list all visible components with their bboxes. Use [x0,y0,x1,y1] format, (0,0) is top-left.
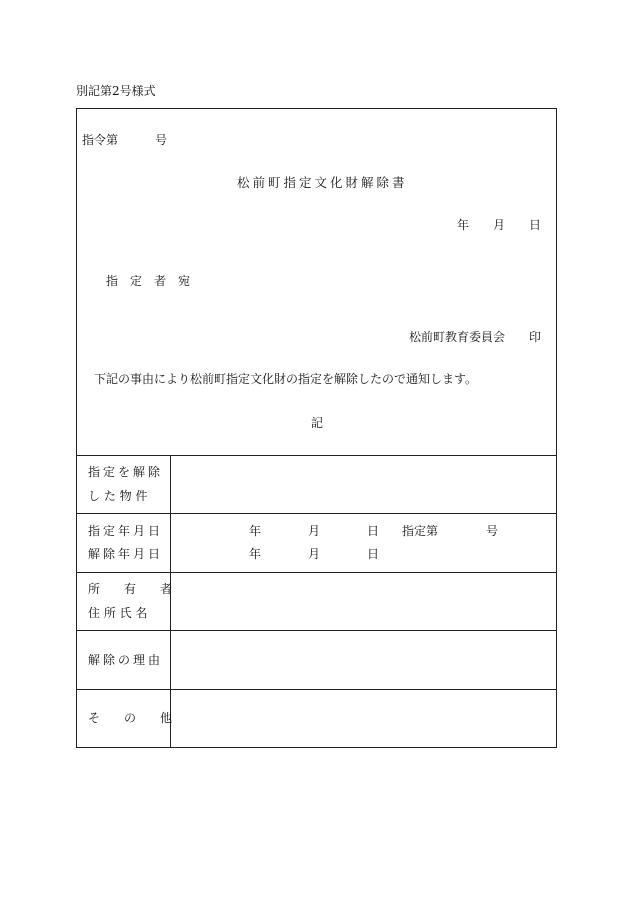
directive-number-suffix: 号 [155,133,168,147]
release-day-label: 日 [367,547,380,561]
addressee: 指 定 者 宛 [106,274,191,288]
release-year-label: 年 [249,547,262,561]
designation-month-label: 月 [308,524,321,538]
row-owner-label-line2: 住 所 氏 名 [88,606,148,620]
document-title: 松前町指定文化財解除書 [237,175,408,190]
row-owner-label-line1: 所 有 者 [88,582,173,596]
designation-number-suffix: 号 [486,524,499,538]
row-other-label: そ の 他 [88,711,173,725]
row-divider-1 [76,513,557,514]
row-divider-2 [76,572,557,573]
designation-day-label: 日 [367,524,380,538]
row-dates-label-line1: 指定年月日 [88,524,164,538]
designation-year-label: 年 [249,524,262,538]
row-dates-label-line2: 解除年月日 [88,547,164,561]
ki-heading: 記 [311,416,324,430]
form-label: 別記第2号様式 [76,84,156,98]
designation-number-prefix: 指定第 [402,524,439,538]
label-column-divider [170,455,171,748]
issuer-name: 松前町教育委員会 [409,330,506,344]
row-property-label-line2: し た 物 件 [88,489,148,503]
row-divider-3 [76,630,557,631]
row-reason-label: 解除の理由 [88,653,164,667]
table-top-divider [76,455,557,456]
notice-text: 下記の事由により松前町指定文化財の指定を解除したので通知します。 [94,372,478,386]
date-day-label: 日 [529,218,542,232]
date-month-label: 月 [493,218,506,232]
directive-number-prefix: 指令第 [82,133,119,147]
date-year-label: 年 [457,218,470,232]
row-property-label-line1: 指定を解除 [88,465,164,479]
row-divider-4 [76,689,557,690]
release-month-label: 月 [308,547,321,561]
seal-mark: 印 [529,330,542,344]
